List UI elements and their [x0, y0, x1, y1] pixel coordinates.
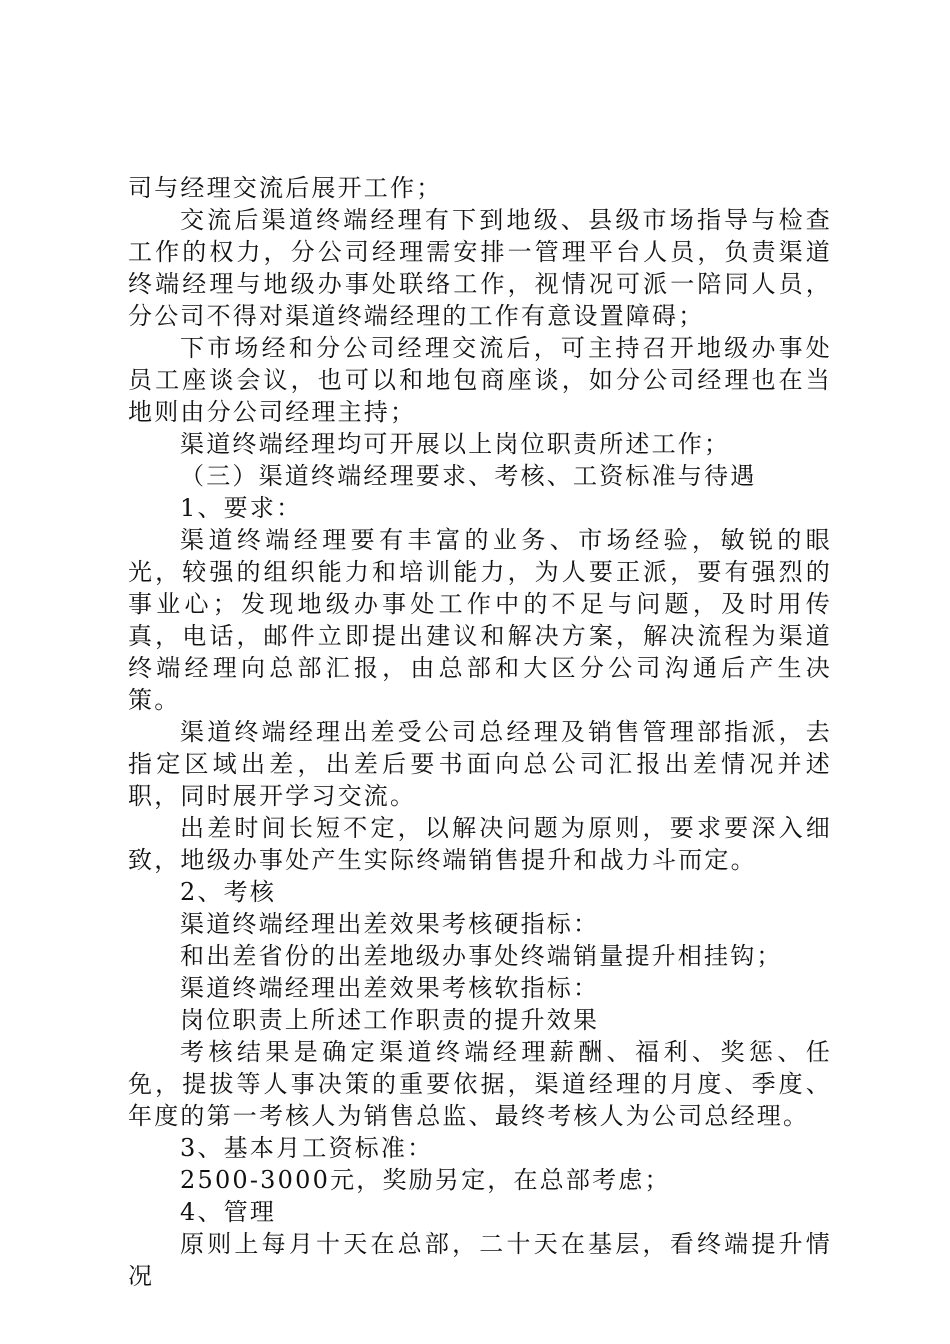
paragraph-17: 2500-3000元，奖励另定，在总部考虑；: [180, 1166, 671, 1194]
subheading-requirements: 1、要求：: [180, 494, 303, 522]
document-body: [128, 172, 832, 1292]
subheading-salary: 3、基本月工资标准：: [180, 1134, 434, 1162]
paragraph-9: 出差时间长短不定，以解决问题为原则，要求要深入细致，地级办事处产生实际终端销售提升和战力斗而定。: [128, 814, 832, 874]
paragraph-8: 渠道终端经理出差受公司总经理及销售管理部指派，去指定区域出差，出差后要书面向总公司汇报出差情况并述职，同时展开学习交流。: [128, 718, 832, 810]
paragraph-14: 岗位职责上所述工作职责的提升效果: [180, 1006, 600, 1034]
paragraph-13: 渠道终端经理出差效果考核软指标：: [180, 974, 600, 1002]
section-heading-3: （三）渠道终端经理要求、考核、工资标准与待遇: [180, 462, 757, 490]
subheading-assessment: 2、考核: [180, 878, 277, 906]
paragraph-12: 和出差省份的出差地级办事处终端销量提升相挂钩；: [180, 942, 783, 970]
paragraph-1: 司与经理交流后展开工作；: [128, 174, 443, 202]
paragraph-11: 渠道终端经理出差效果考核硬指标：: [180, 910, 600, 938]
paragraph-3: 下市场经和分公司经理交流后，可主持召开地级办事处员工座谈会议，也可以和地包商座谈，如分公司经理也在当地则由分公司经理主持；: [128, 334, 832, 426]
paragraph-2: 交流后渠道终端经理有下到地级、县级市场指导与检查工作的权力，分公司经理需安排一管理平台人员，负责渠道终端经理与地级办事处联络工作，视情况可派一陪同人员，分公司不得对渠道终端经理的工作有意设置障碍；: [128, 206, 832, 330]
subheading-management: 4、管理: [180, 1198, 277, 1226]
paragraph-19: 原则上每月十天在总部，二十天在基层，看终端提升情况: [128, 1230, 832, 1290]
paragraph-15: 考核结果是确定渠道终端经理薪酬、福利、奖惩、任免，提拔等人事决策的重要依据，渠道经理的月度、季度、年度的第一考核人为销售总监、最终考核人为公司总经理。: [128, 1038, 832, 1130]
paragraph-7: 渠道终端经理要有丰富的业务、市场经验，敏锐的眼光，较强的组织能力和培训能力，为人要正派，要有强烈的事业心；发现地级办事处工作中的不足与问题，及时用传真，电话，邮件立即提出建议和解决方案，解决流程为渠道终端经理向总部汇报，由总部和大区分公司沟通后产生决策。: [128, 526, 832, 714]
paragraph-4: 渠道终端经理均可开展以上岗位职责所述工作；: [180, 430, 731, 458]
